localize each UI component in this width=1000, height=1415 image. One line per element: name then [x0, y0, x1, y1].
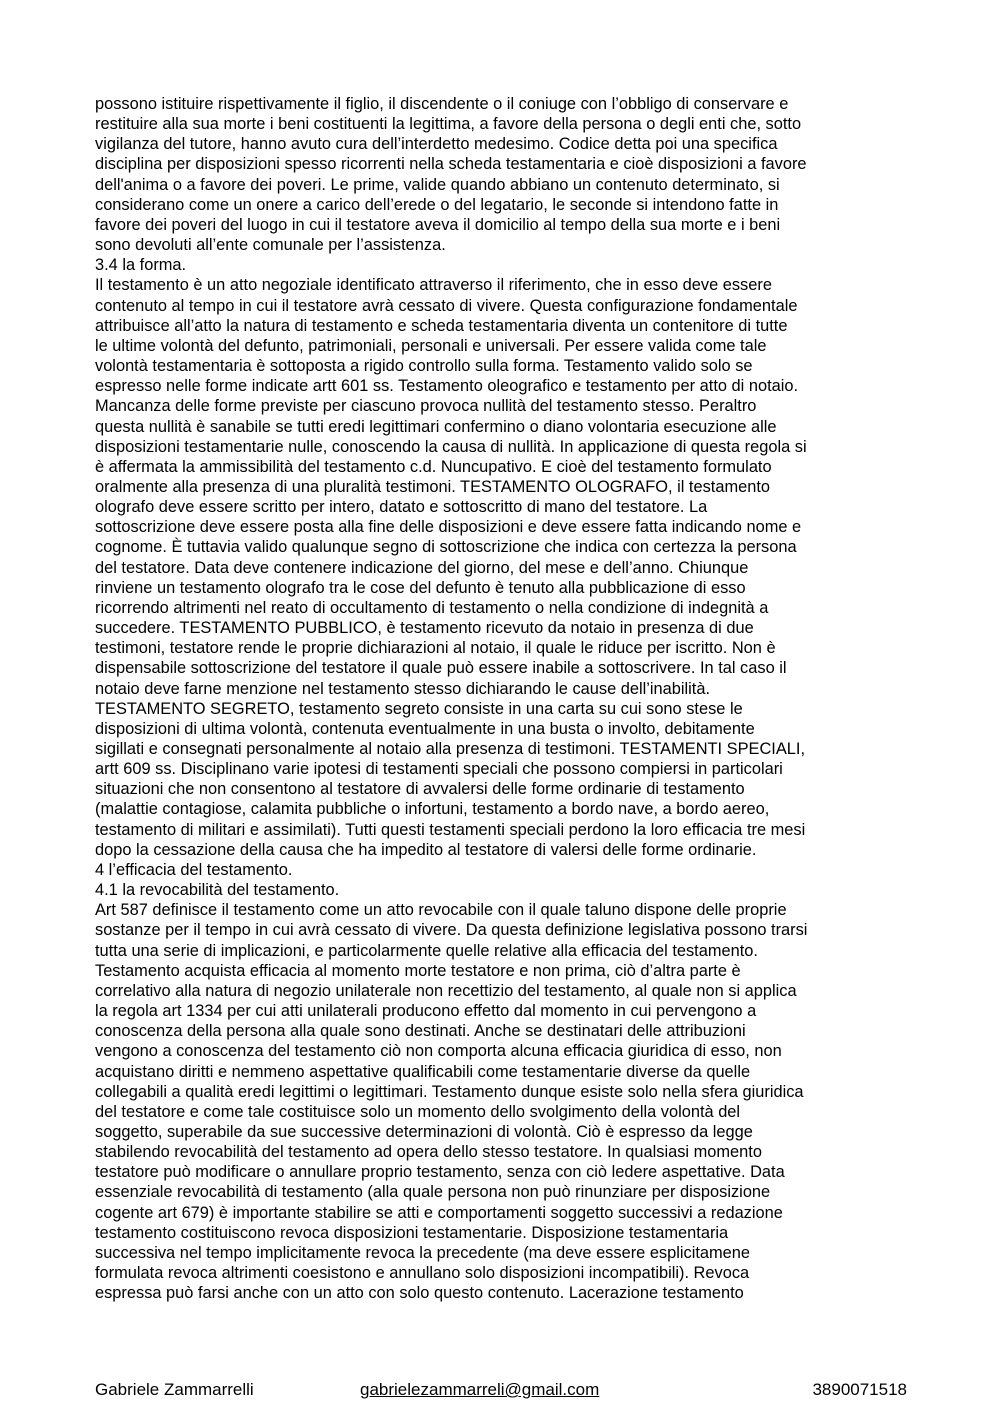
text-line: del testatore e come tale costituisce solo un momento dello svolgimento della volontà del	[95, 1102, 741, 1121]
text-line: oralmente alla presenza di una pluralità testimoni. TESTAMENTO OLOGRAFO, il testamento	[95, 477, 771, 496]
text-line: espressa può farsi anche con un atto con solo questo contenuto. Lacerazione testamento	[95, 1284, 744, 1303]
text-line: artt 609 ss. Disciplinano varie ipotesi di testamenti speciali che possono compiersi in particolari	[95, 760, 783, 779]
text-line: formulata revoca altrimenti coesistono e annullano solo disposizioni incompatibili). Revoca	[95, 1264, 750, 1283]
text-line: rinviene un testamento olografo tra le cose del defunto è tenuto alla pubblicazione di esso	[95, 578, 746, 597]
text-line: essenziale revocabilità di testamento (alla quale persona non può rinunziare per disposizione	[95, 1183, 771, 1202]
text-line: questa nullità è sanabile se tutti eredi legittimari confermino o diano volontaria esecuzione alle	[95, 417, 777, 436]
text-line: considerano come un onere a carico dell’erede o del legatario, le seconde si intendono fatte in	[95, 195, 779, 214]
page-footer	[95, 1378, 907, 1402]
text-line: Testamento acquista efficacia al momento morte testatore e non prima, ciò d’altra parte è	[95, 961, 741, 980]
author-email-link[interactable]: gabrielezammarreli@gmail.com	[360, 1380, 600, 1399]
text-line: TESTAMENTO SEGRETO, testamento segreto consiste in una carta su cui sono stese le	[95, 699, 743, 718]
text-line: disciplina per disposizioni spesso ricorrenti nella scheda testamentaria e cioè disposizioni a favore	[95, 155, 807, 174]
text-line: disposizioni testamentarie nulle, conoscendo la causa di nullità. In applicazione di questa regola si	[95, 437, 807, 456]
text-line: Mancanza delle forme previste per ciascuno provoca nullità del testamento stesso. Peraltro	[95, 397, 757, 416]
text-line: volontà testamentaria è sottoposta a rigido controllo sulla forma. Testamento valido solo se	[95, 357, 753, 376]
text-line: collegabili a qualità eredi legittimi o legittimari. Testamento dunque esiste solo nella sfera giuridica	[95, 1082, 804, 1101]
text-line: è affermata la ammissibilità del testamento c.d. Nuncupativo. E cioè del testamento formulato	[95, 457, 772, 476]
text-line: cognome. È tuttavia valido qualunque segno di sottoscrizione che indica con certezza la persona	[95, 538, 797, 557]
text-line: vengono a conoscenza del testamento ciò non comporta alcuna efficacia giuridica di esso, non	[95, 1042, 782, 1061]
text-line: dispensabile sottoscrizione del testatore il quale può essere inabile a sottoscrivere. In tal caso il	[95, 659, 787, 678]
text-line: acquistano diritti e nemmeno aspettative qualificabili come testamentarie diverse da quelle	[95, 1062, 751, 1081]
text-line: situazioni che non consentono al testatore di avvalersi delle forme ordinarie di testamento	[95, 780, 745, 799]
text-line: correlativo alla natura di negozio unilaterale non recettizio del testamento, al quale non si applica	[95, 981, 797, 1000]
text-line: stabilendo revocabilità del testamento ad opera dello stesso testatore. In qualsiasi momento	[95, 1143, 762, 1162]
text-line: testamento di militari e assimilati). Tutti questi testamenti speciali perdono la loro efficacia tre mesi	[95, 820, 806, 839]
text-line: attribuisce all’atto la natura di testamento e scheda testamentaria diventa un contenitore di tutte	[95, 316, 788, 335]
text-line: sono devoluti all’ente comunale per l’assistenza.	[95, 236, 446, 255]
text-line: Art 587 definisce il testamento come un atto revocabile con il quale taluno dispone delle proprie	[95, 901, 787, 920]
text-line: 3.4 la forma.	[95, 256, 187, 275]
text-line: favore dei poveri del luogo in cui il testatore aveva il domicilio al tempo della sua morte e i beni	[95, 215, 781, 234]
text-line: la regola art 1334 per cui atti unilaterali producono effetto dal momento in cui pervengono a	[95, 1002, 757, 1021]
text-line: succedere. TESTAMENTO PUBBLICO, è testamento ricevuto da notaio in presenza di due	[95, 619, 754, 638]
text-line: (malattie contagiose, calamita pubbliche o infortuni, testamento a bordo nave, a bordo aereo,	[95, 800, 770, 819]
text-line: notaio deve farne menzione nel testamento stesso dichiarando le cause dell’inabilità.	[95, 679, 711, 698]
text-line: sostanze per il tempo in cui avrà cessato di vivere. Da questa definizione legislativa possono trarsi	[95, 921, 808, 940]
text-line: sigillati e consegnati personalmente al notaio alla presenza di testimoni. TESTAMENTI SPECIALI,	[95, 740, 805, 758]
text-line: 4.1 la revocabilità del testamento.	[95, 881, 340, 900]
text-line: disposizioni di ultima volontà, contenuta eventualmente in una busta o involto, debitamente	[95, 719, 755, 738]
text-line: conoscenza della persona alla quale sono destinati. Anche se destinatari delle attribuzioni	[95, 1022, 746, 1041]
text-line: sottoscrizione deve essere posta alla fine delle disposizioni e deve essere fatta indicando nome e	[95, 518, 802, 537]
text-line: testimoni, testatore rende le proprie dichiarazioni al notaio, il quale le riduce per iscritto. Non è	[95, 639, 776, 658]
text-line: testamento costituiscono revoca disposizioni testamentarie. Disposizione testamentaria	[95, 1223, 729, 1242]
text-line: restituire alla sua morte i beni costituenti la legittima, a favore della persona o degli enti che, sotto	[95, 115, 802, 134]
text-line: dell'anima o a favore dei poveri. Le prime, valide quando abbiano un contenuto determinato, si	[95, 175, 780, 194]
text-line: tutta una serie di implicazioni, e particolarmente quelle relative alla efficacia del testamento.	[95, 941, 758, 960]
text-line: espresso nelle forme indicate artt 601 ss. Testamento oleografico e testamento per atto di notaio.	[95, 377, 799, 396]
text-line: contenuto al tempo in cui il testatore avrà cessato di vivere. Questa configurazione fondamentale	[95, 296, 798, 315]
text-line: le ultime volontà del defunto, patrimoniali, personali e universali. Per essere valida come tale	[95, 336, 767, 355]
body-text	[95, 94, 907, 1303]
text-line: dopo la cessazione della causa che ha impedito al testatore di valersi delle forme ordinarie.	[95, 840, 757, 859]
author-name: Gabriele Zammarrelli	[95, 1380, 254, 1399]
text-line: olografo deve essere scritto per intero, datato e sottoscritto di mano del testatore. La	[95, 498, 708, 517]
text-line: possono istituire rispettivamente il figlio, il discendente o il coniuge con l’obbligo di conservare e	[95, 95, 789, 113]
text-line: Il testamento è un atto negoziale identificato attraverso il riferimento, che in esso deve essere	[95, 276, 772, 295]
text-line: del testatore. Data deve contenere indicazione del giorno, del mese e dell’anno. Chiunque	[95, 558, 749, 577]
text-line: 4 l’efficacia del testamento.	[95, 860, 293, 879]
text-line: cogente art 679) è importante stabilire se atti e comportamenti soggetto successivi a redazione	[95, 1203, 783, 1222]
text-line: soggetto, superabile da sue successive determinazioni di volontà. Ciò è espresso da legge	[95, 1122, 753, 1141]
text-line: testatore può modificare o annullare proprio testamento, senza con ciò ledere aspettative. Data	[95, 1163, 785, 1182]
text-line: successiva nel tempo implicitamente revoca la precedente (ma deve essere esplicitamene	[95, 1243, 751, 1262]
text-line: vigilanza del tutore, hanno avuto cura dell’interdetto medesimo. Codice detta poi una specifica	[95, 135, 778, 154]
text-line: ricorrendo altrimenti nel reato di occultamento di testamento o nella condizione di indegnità a	[95, 598, 769, 617]
author-phone: 3890071518	[812, 1380, 907, 1399]
